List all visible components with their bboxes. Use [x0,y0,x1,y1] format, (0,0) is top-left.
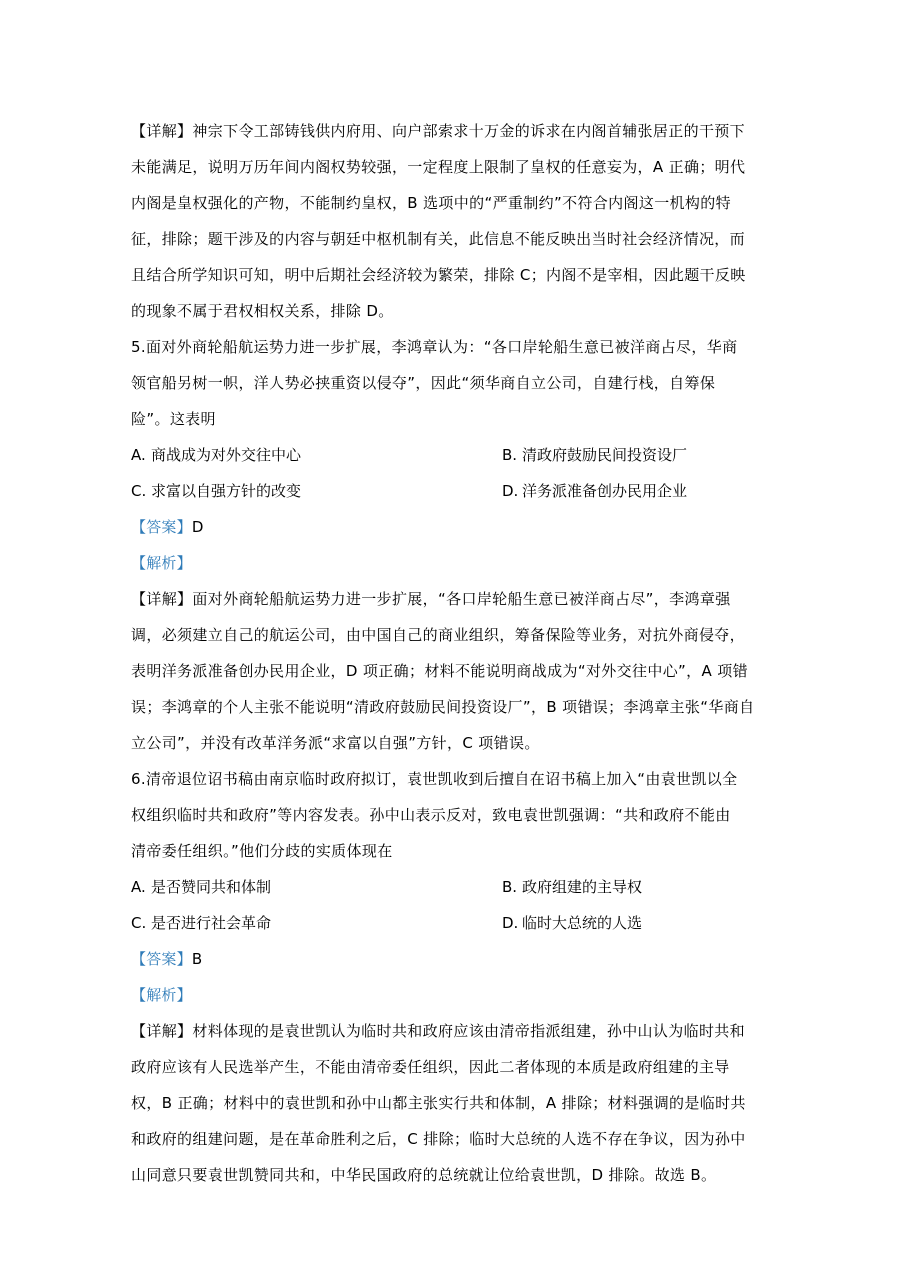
answer-value: D [191,518,204,536]
detail-text: 立公司”，并没有改革洋务派“求富以自强”方针，C 项错误。 [131,734,540,752]
analysis-tag: 【解析】 [131,554,192,572]
option-b: B. 清政府鼓励民间投资设厂 [502,446,688,464]
stem-line: 清帝委任组织。”他们分歧的实质体现在 [131,842,393,860]
detail-text: 权，B 正确；材料中的袁世凯和孙中山都主张实行共和体制，A 排除；材料强调的是临时共 [131,1094,746,1112]
detail-text: 征，排除；题干涉及的内容与朝廷中枢机制有关，此信息不能反映出当时社会经济情况，而 [131,230,746,248]
stem-line: 领官船另树一帜，洋人势必挟重资以侵夺”，因此“须华商自立公司，自建行栈，自筹保 [131,374,716,392]
detail-text: 未能满足，说明万历年间内阁权势较强，一定程度上限制了皇权的任意妄为，A 正确；明代 [131,158,746,176]
detail-tag: 【详解】 [131,1022,193,1040]
answer-tag: 【答案】 [131,518,192,536]
answer-tag: 【答案】 [131,950,192,968]
q4-detail [131,113,779,329]
question-6 [131,761,779,1193]
answer-value: B [191,950,203,968]
detail-text: 内阁是皇权强化的产物，不能制约皇权，B 选项中的“严重制约”不符合内阁这一机构的特 [131,194,731,212]
options-row [131,869,779,905]
detail-text: 面对外商轮船航运势力进一步扩展，“各口岸轮船生意已被洋商占尽”，李鸿章强 [192,590,731,608]
detail-text: 调，必须建立自己的航运公司，由中国自己的商业组织，筹备保险等业务，对抗外商侵夺， [131,626,746,644]
detail-text: 表明洋务派准备创办民用企业，D 项正确；材料不能说明商战成为“对外交往中心”，A 项错 [131,662,748,680]
question-stem [131,329,779,437]
analysis-tag: 【解析】 [131,986,192,1004]
detail-text: 神宗下令工部铸钱供内府用、向户部索求十万金的诉求在内阁首辅张居正的干预下 [192,122,746,140]
option-a: A. 商战成为对外交往中心 [131,446,302,464]
options-row [131,473,779,509]
detail-text: 政府应该有人民选举产生，不能由清帝委任组织，因此二者体现的本质是政府组建的主导 [131,1058,730,1076]
detail-text: 误；李鸿章的个人主张不能说明“清政府鼓励民间投资设厂”，B 项错误；李鸿章主张“华商自 [131,698,755,716]
detail-text: 且结合所学知识可知，明中后期社会经济较为繁荣，排除 C；内阁不是宰相，因此题干反映 [131,266,746,284]
option-b: B. 政府组建的主导权 [502,878,643,896]
question-5 [131,329,779,761]
stem-line: 险”。这表明 [131,410,216,428]
answer-line [131,941,779,977]
question-stem [131,761,779,869]
option-c: C. 是否进行社会革命 [131,914,272,932]
answer-line [131,509,779,545]
detail-tag: 【详解】 [131,122,193,140]
detail-block [131,581,779,761]
detail-tag: 【详解】 [131,590,193,608]
option-d: D. 洋务派准备创办民用企业 [502,482,688,500]
option-d: D. 临时大总统的人选 [502,914,643,932]
document-page [131,113,779,1193]
detail-block [131,1013,779,1193]
detail-text: 的现象不属于君权相权关系，排除 D。 [131,302,394,320]
detail-text: 山同意只要袁世凯赞同共和，中华民国政府的总统就让位给袁世凯，D 排除。故选 B。 [131,1166,717,1184]
options-row [131,437,779,473]
detail-text: 和政府的组建问题，是在革命胜利之后，C 排除；临时大总统的人选不存在争议，因为孙中 [131,1130,746,1148]
stem-line: 6.清帝退位诏书稿由南京临时政府拟订，袁世凯收到后擅自在诏书稿上加入“由袁世凯以全 [131,770,738,788]
option-c: C. 求富以自强方针的改变 [131,482,302,500]
stem-line: 权组织临时共和政府”等内容发表。孙中山表示反对，致电袁世凯强调：“共和政府不能由 [131,806,731,824]
option-a: A. 是否赞同共和体制 [131,878,272,896]
stem-line: 5.面对外商轮船航运势力进一步扩展，李鸿章认为：“各口岸轮船生意已被洋商占尽，华商 [131,338,738,356]
detail-text: 材料体现的是袁世凯认为临时共和政府应该由清帝指派组建，孙中山认为临时共和 [192,1022,746,1040]
options-row [131,905,779,941]
